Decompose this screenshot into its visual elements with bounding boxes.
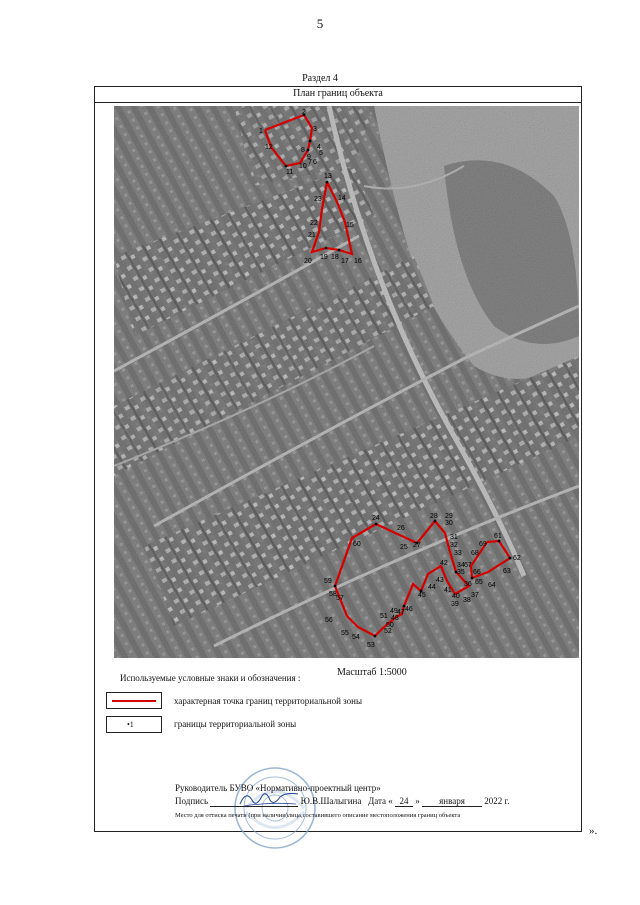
point-label-34: 34 [457,562,465,569]
point-label-67: 67 [464,562,472,569]
point-label-39: 39 [451,601,459,608]
point-label-68: 68 [471,550,479,557]
point-label-49: 49 [390,608,398,615]
section-title: Раздел 4 [302,73,338,84]
point-label-61: 61 [494,533,502,540]
stamp-note: Место для оттиска печати (при наличии)лица,составившего описание местоположения границ объекта [175,812,461,819]
point-label-18: 18 [331,254,339,261]
point-label-65: 65 [475,579,483,586]
point-label-36: 36 [464,581,472,588]
point-label-57: 57 [336,595,344,602]
point-label-23: 23 [314,196,322,203]
point-label-20: 20 [304,258,312,265]
point-label-48: 48 [391,615,399,622]
point-label-44: 44 [428,584,436,591]
page-number: 5 [316,16,324,31]
head-line: Руководитель БУВО «Нормативно-проектный центр» [175,783,381,793]
date-sep: » [415,796,420,806]
point-label-35: 35 [457,569,465,576]
point-label-63: 63 [503,568,511,575]
legend-point-label: границы территориальной зоны [174,719,297,729]
point-label-14: 14 [338,195,346,202]
point-label-60: 60 [353,541,361,548]
sign-label: Подпись [175,796,209,806]
point-label-38: 38 [463,597,471,604]
point-label-8: 8 [301,147,305,154]
signer-name: Ю.В.Шалыгина [300,796,362,806]
point-label-4: 4 [317,144,321,151]
date-year: 2022 г. [484,796,510,806]
point-label-17: 17 [341,258,349,265]
point-label-5: 5 [319,150,323,157]
point-label-26: 26 [397,525,405,532]
point-label-42: 42 [440,560,448,567]
point-label-56: 56 [325,617,333,624]
closing-quote: ». [589,825,598,837]
point-label-29: 29 [445,513,453,520]
point-label-62: 62 [513,555,521,562]
point-label-1: 1 [259,128,263,135]
date-month: января [422,796,482,807]
point-label-37: 37 [471,592,479,599]
legend-title: Используемые условные знаки и обозначения : [120,673,301,683]
map-scale: Масштаб 1:5000 [337,667,407,678]
point-label-50: 50 [386,622,394,629]
point-label-21: 21 [308,232,316,239]
point-label-6: 6 [313,159,317,166]
point-label-28: 28 [430,513,438,520]
point-label-59: 59 [324,578,332,585]
point-label-25: 25 [400,544,408,551]
point-label-11: 11 [286,169,294,176]
point-label-53: 53 [367,642,375,649]
point-label-32: 32 [450,542,458,549]
point-label-22: 22 [310,220,318,227]
point-label-27: 27 [413,542,421,549]
point-label-47: 47 [397,609,405,616]
point-label-66: 66 [473,569,481,576]
red-line-swatch [112,700,156,702]
point-marker-icon: •1 [127,720,134,729]
point-label-58: 58 [329,591,337,598]
point-label-64: 64 [488,582,496,589]
point-label-3: 3 [313,126,317,133]
plan-title: План границ объекта [94,86,582,103]
point-label-15: 15 [346,222,354,229]
point-label-55: 55 [341,630,349,637]
legend-line-symbol [106,692,162,709]
point-label-13: 13 [324,173,332,180]
legend-point-symbol [106,716,162,733]
point-label-10: 10 [299,163,307,170]
legend-line-label: характерная точка границ территориальной зоны [174,696,363,706]
point-label-33: 33 [454,550,462,557]
point-label-69: 69 [479,541,487,548]
point-label-30: 30 [445,520,453,527]
point-label-41: 41 [444,587,452,594]
point-label-46: 46 [405,606,413,613]
date-day: 24 [395,796,413,807]
point-label-51: 51 [380,613,388,620]
date-label: Дата « [368,796,393,806]
point-label-43: 43 [436,577,444,584]
point-label-52: 52 [384,628,392,635]
point-label-12: 12 [265,144,273,151]
point-label-45: 45 [418,592,426,599]
point-label-7: 7 [308,159,312,166]
point-label-16: 16 [354,258,362,265]
signature-line [175,796,509,807]
point-label-54: 54 [352,634,360,641]
signature-blank [210,796,298,807]
point-label-19: 19 [320,254,328,261]
map-imagery [114,106,579,658]
point-label-2: 2 [302,109,306,116]
aerial-map [114,106,579,658]
point-label-9: 9 [307,154,311,161]
point-label-31: 31 [450,534,458,541]
point-label-24: 24 [372,515,380,522]
point-label-40: 40 [452,593,460,600]
